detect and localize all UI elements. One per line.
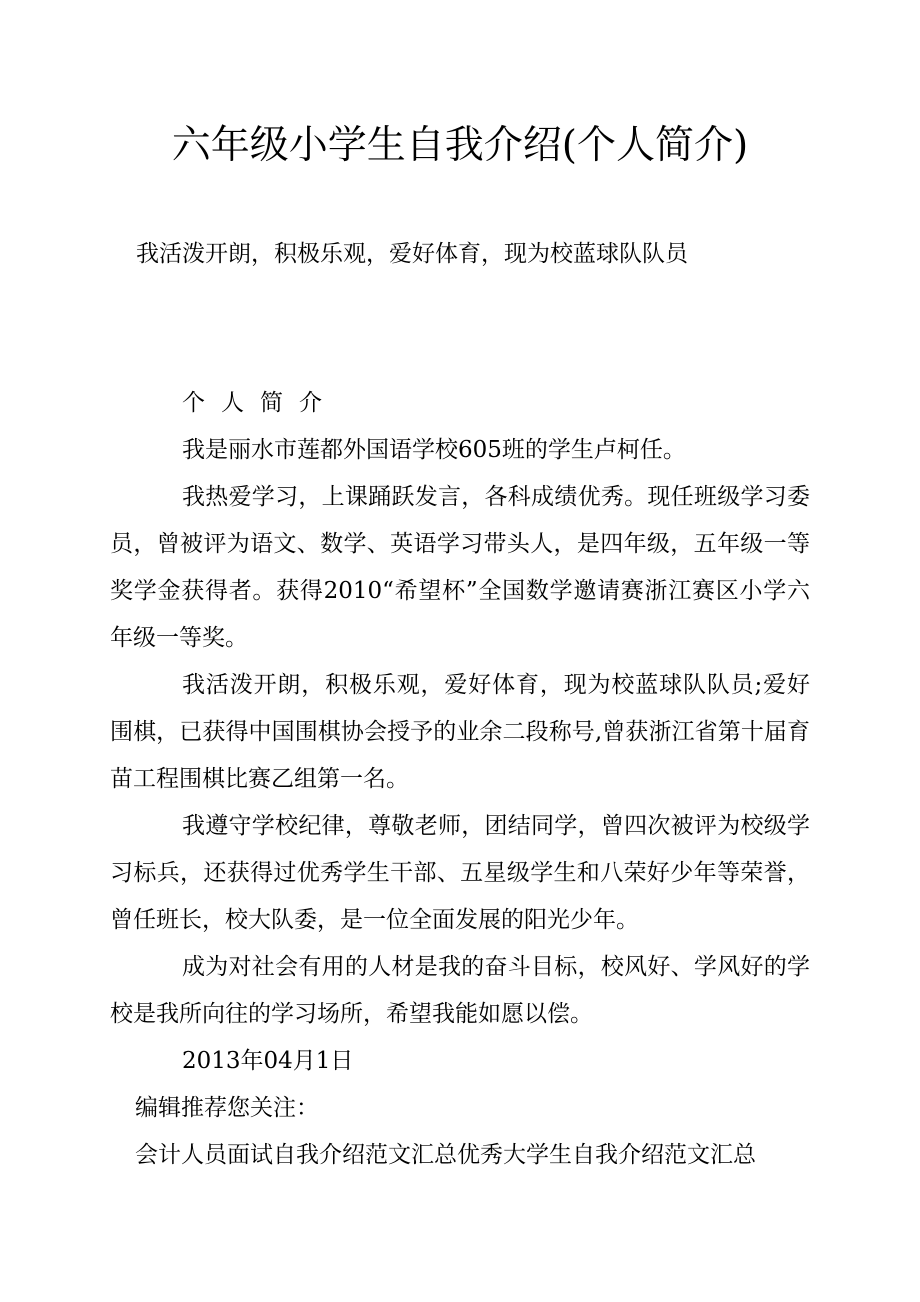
document-body [110, 380, 810, 1179]
paragraph-study: 我热爱学习，上课踊跃发言，各科成绩优秀。现任班级学习委员，曾被评为语文、数学、英语学习带头人，是四年级，五年级一等奖学金获得者。获得2010“希望杯”全国数学邀请赛浙江赛区小学六年级一等奖。 [110, 484, 810, 651]
recommend-link-accountant[interactable]: 会计人员面试自我介绍范文汇总 [135, 1142, 457, 1168]
page-title: 六年级小学生自我介绍(个人简介) [171, 123, 749, 168]
recommend-label: 编辑推荐您关注： [135, 1095, 319, 1121]
paragraph-hobbies: 我活泼开朗，积极乐观，爱好体育，现为校蓝球队队员;爱好围棋，已获得中国围棋协会授予的业余二段称号,曾获浙江省第十届育苗工程围棋比赛乙组第一名。 [110, 672, 810, 792]
recommend-link-student[interactable]: 优秀大学生自我介绍范文汇总 [457, 1142, 756, 1168]
section-heading: 个人简介 [182, 390, 338, 416]
paragraph-conduct: 我遵守学校纪律，尊敬老师，团结同学，曾四次被评为校级学习标兵，还获得过优秀学生干部、五星级学生和八荣好少年等荣誉，曾任班长，校大队委，是一位全面发展的阳光少年。 [110, 813, 810, 933]
paragraph-intro: 我是丽水市莲都外国语学校605班的学生卢柯任。 [182, 437, 686, 463]
recommend-links [110, 1132, 810, 1179]
document-subtitle: 我活泼开朗，积极乐观，爱好体育，现为校蓝球队队员 [136, 241, 688, 267]
document-date: 2013年04月1日 [182, 1048, 354, 1074]
paragraph-goal: 成为对社会有用的人材是我的奋斗目标，校风好、学风好的学校是我所向往的学习场所，希望我能如愿以偿。 [110, 954, 810, 1027]
